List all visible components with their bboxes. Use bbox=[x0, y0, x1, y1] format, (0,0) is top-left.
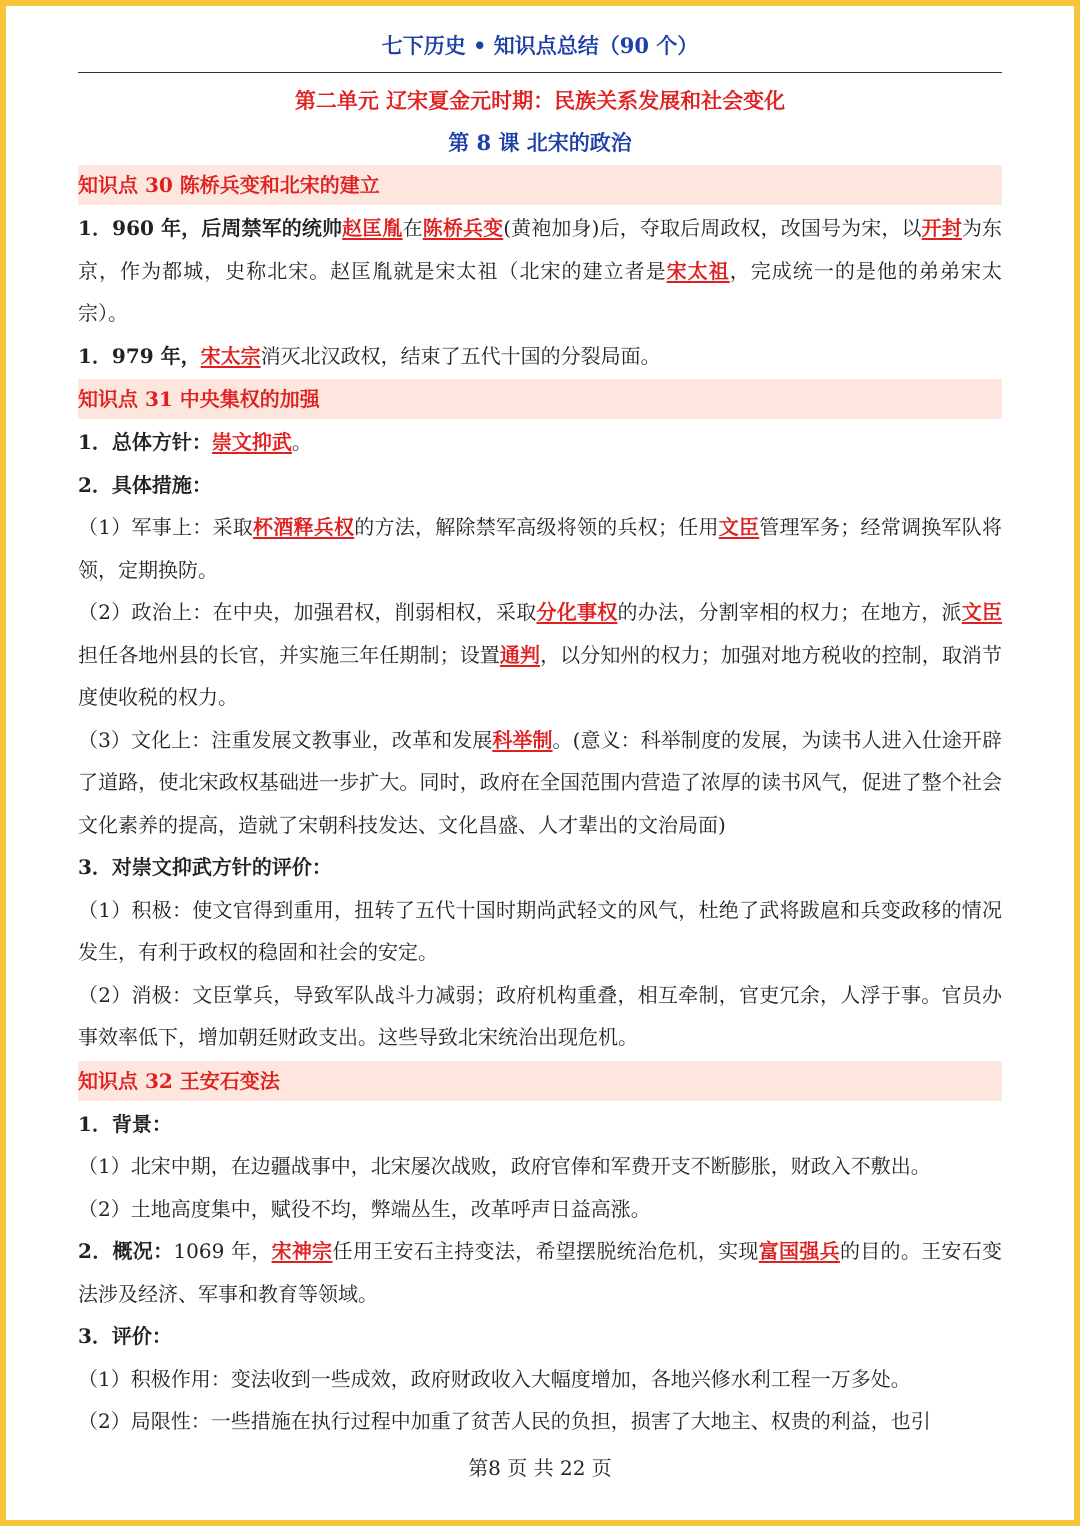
keyword: 文臣 bbox=[718, 515, 760, 539]
text: （1）积极：使文官得到重用，扭转了五代十国时期尚武轻文的风气，杜绝了武将跋扈和兵变政移的情况发生，有利于政权的稳固和社会的安定。 bbox=[78, 897, 1002, 964]
knowledge-point-30-heading: 知识点 30 陈桥兵变和北宋的建立 bbox=[78, 165, 1002, 205]
keyword: 通判 bbox=[499, 642, 541, 667]
keyword: 科举制 bbox=[492, 727, 553, 752]
keyword: 宋太祖 bbox=[666, 258, 730, 283]
keyword: 陈桥兵变 bbox=[422, 216, 504, 240]
kp31-paragraph-4 bbox=[78, 591, 1002, 719]
text: 管理军务；经常调换军队将领，定期换防。 bbox=[78, 515, 1003, 582]
kp31-paragraph-7 bbox=[78, 889, 1002, 974]
page-number: 第8 页 共 22 页 bbox=[468, 1456, 612, 1480]
kp32-paragraph-3 bbox=[78, 1188, 1002, 1231]
keyword: 开封 bbox=[921, 216, 962, 240]
text: 3．对崇文抑武方针的评价： bbox=[78, 855, 332, 879]
text: 2．概况： bbox=[78, 1239, 174, 1263]
kp32-paragraph-6 bbox=[78, 1358, 1002, 1401]
text: （1）军事上：采取 bbox=[78, 515, 253, 539]
knowledge-point-31-heading: 知识点 31 中央集权的加强 bbox=[78, 379, 1002, 419]
text: 1．979 年， bbox=[78, 343, 201, 368]
text: 1．背景： bbox=[78, 1111, 172, 1136]
kp30-paragraph-1 bbox=[78, 207, 1002, 335]
text: 在 bbox=[402, 216, 423, 240]
text: ，完成统一的是他的弟弟宋太宗）。 bbox=[78, 258, 1003, 325]
text: 担任各地州县的长官，并实施三年任期制；设置 bbox=[78, 642, 500, 667]
keyword: 宋太宗 bbox=[200, 343, 261, 368]
text: 消灭北汉政权，结束了五代十国的分裂局面。 bbox=[260, 343, 661, 368]
document-title: 七下历史 • 知识点总结（90 个） bbox=[381, 33, 699, 58]
keyword: 富国强兵 bbox=[758, 1239, 840, 1263]
kp31-paragraph-3 bbox=[78, 506, 1002, 591]
kp31-paragraph-8 bbox=[78, 974, 1002, 1059]
text: 。 bbox=[291, 430, 312, 454]
kp32-paragraph-2 bbox=[78, 1145, 1002, 1188]
text: ，以分知州的权力；加强对地方税收的控制，取消节度使收税的权力。 bbox=[78, 642, 1003, 709]
keyword: 崇文抑武 bbox=[211, 430, 292, 454]
unit-title: 第二单元 辽宋夏金元时期：民族关系发展和社会变化 bbox=[294, 88, 786, 113]
kp32-paragraph-7 bbox=[78, 1400, 1002, 1443]
kp31-paragraph-2 bbox=[78, 464, 1002, 507]
document-page bbox=[78, 28, 1002, 1443]
lesson-title: 第 8 课 北宋的政治 bbox=[448, 130, 632, 155]
text: 1．960 年，后周禁军的统帅 bbox=[78, 216, 343, 240]
text: 的方法，解除禁军高级将领的兵权；任用 bbox=[354, 515, 719, 539]
text: 的办法，分割宰相的权力；在地方，派 bbox=[617, 600, 962, 624]
kp30-paragraph-2 bbox=[78, 335, 1002, 378]
title-divider bbox=[78, 72, 1002, 73]
keyword: 杯酒释兵权 bbox=[252, 515, 355, 539]
keyword: 分化事权 bbox=[536, 600, 618, 624]
text: （2）土地高度集中，赋役不均，弊端丛生，改革呼声日益高涨。 bbox=[78, 1196, 651, 1221]
text: 2．具体措施： bbox=[78, 472, 212, 497]
kp31-paragraph-6 bbox=[78, 846, 1002, 889]
text: （2）局限性：一些措施在执行过程中加重了贫苦人民的负担，损害了大地主、权贵的利益，也引 bbox=[78, 1409, 931, 1433]
text: （1）北宋中期，在边疆战事中，北宋屡次战败，政府官俸和军费开支不断膨胀，财政入不敷出。 bbox=[78, 1154, 931, 1178]
text: （3）文化上：注重发展文教事业，改革和发展 bbox=[78, 727, 493, 752]
text: 的目的。王安石变法涉及经济、军事和教育等领域。 bbox=[78, 1239, 1003, 1306]
text: 为东京，作为都城，史称北宋。赵匡胤就是宋太祖（北宋的建立者是 bbox=[78, 216, 1003, 283]
kp32-paragraph-1 bbox=[78, 1103, 1002, 1146]
text: 1069 年， bbox=[173, 1239, 272, 1263]
keyword: 宋神宗 bbox=[271, 1239, 333, 1263]
text: （2）政治上：在中央，加强君权，削弱相权，采取 bbox=[78, 600, 537, 624]
text: 。(意义：科举制度的发展，为读书人进入仕途开辟了道路，使北宋政权基础进一步扩大。同时，政府在全国范围内营造了浓厚的读书风气，促进了整个社会文化素养的提高，造就了宋朝科技发达、文化昌盛、人才辈出的文治局面) bbox=[78, 727, 1003, 837]
kp31-paragraph-1 bbox=[78, 421, 1002, 464]
keyword: 赵匡胤 bbox=[342, 216, 403, 240]
text: 3．评价： bbox=[78, 1324, 172, 1348]
keyword: 文臣 bbox=[961, 600, 1003, 624]
knowledge-point-32-heading: 知识点 32 王安石变法 bbox=[78, 1061, 1002, 1101]
text: 1．总体方针： bbox=[78, 430, 212, 454]
text: （2）消极：文臣掌兵，导致军队战斗力减弱；政府机构重叠，相互牵制，官吏冗余，人浮于事。官员办事效率低下，增加朝廷财政支出。这些导致北宋统治出现危机。 bbox=[78, 982, 1002, 1049]
kp32-paragraph-5 bbox=[78, 1315, 1002, 1358]
kp32-paragraph-4 bbox=[78, 1230, 1002, 1315]
kp31-paragraph-5 bbox=[78, 719, 1002, 847]
text: （1）积极作用：变法收到一些成效，政府财政收入大幅度增加，各地兴修水利工程一万多处。 bbox=[78, 1366, 911, 1391]
text: (黄袍加身)后，夺取后周政权，改国号为宋，以 bbox=[503, 216, 922, 240]
text: 任用王安石主持变法，希望摆脱统治危机，实现 bbox=[332, 1239, 759, 1263]
